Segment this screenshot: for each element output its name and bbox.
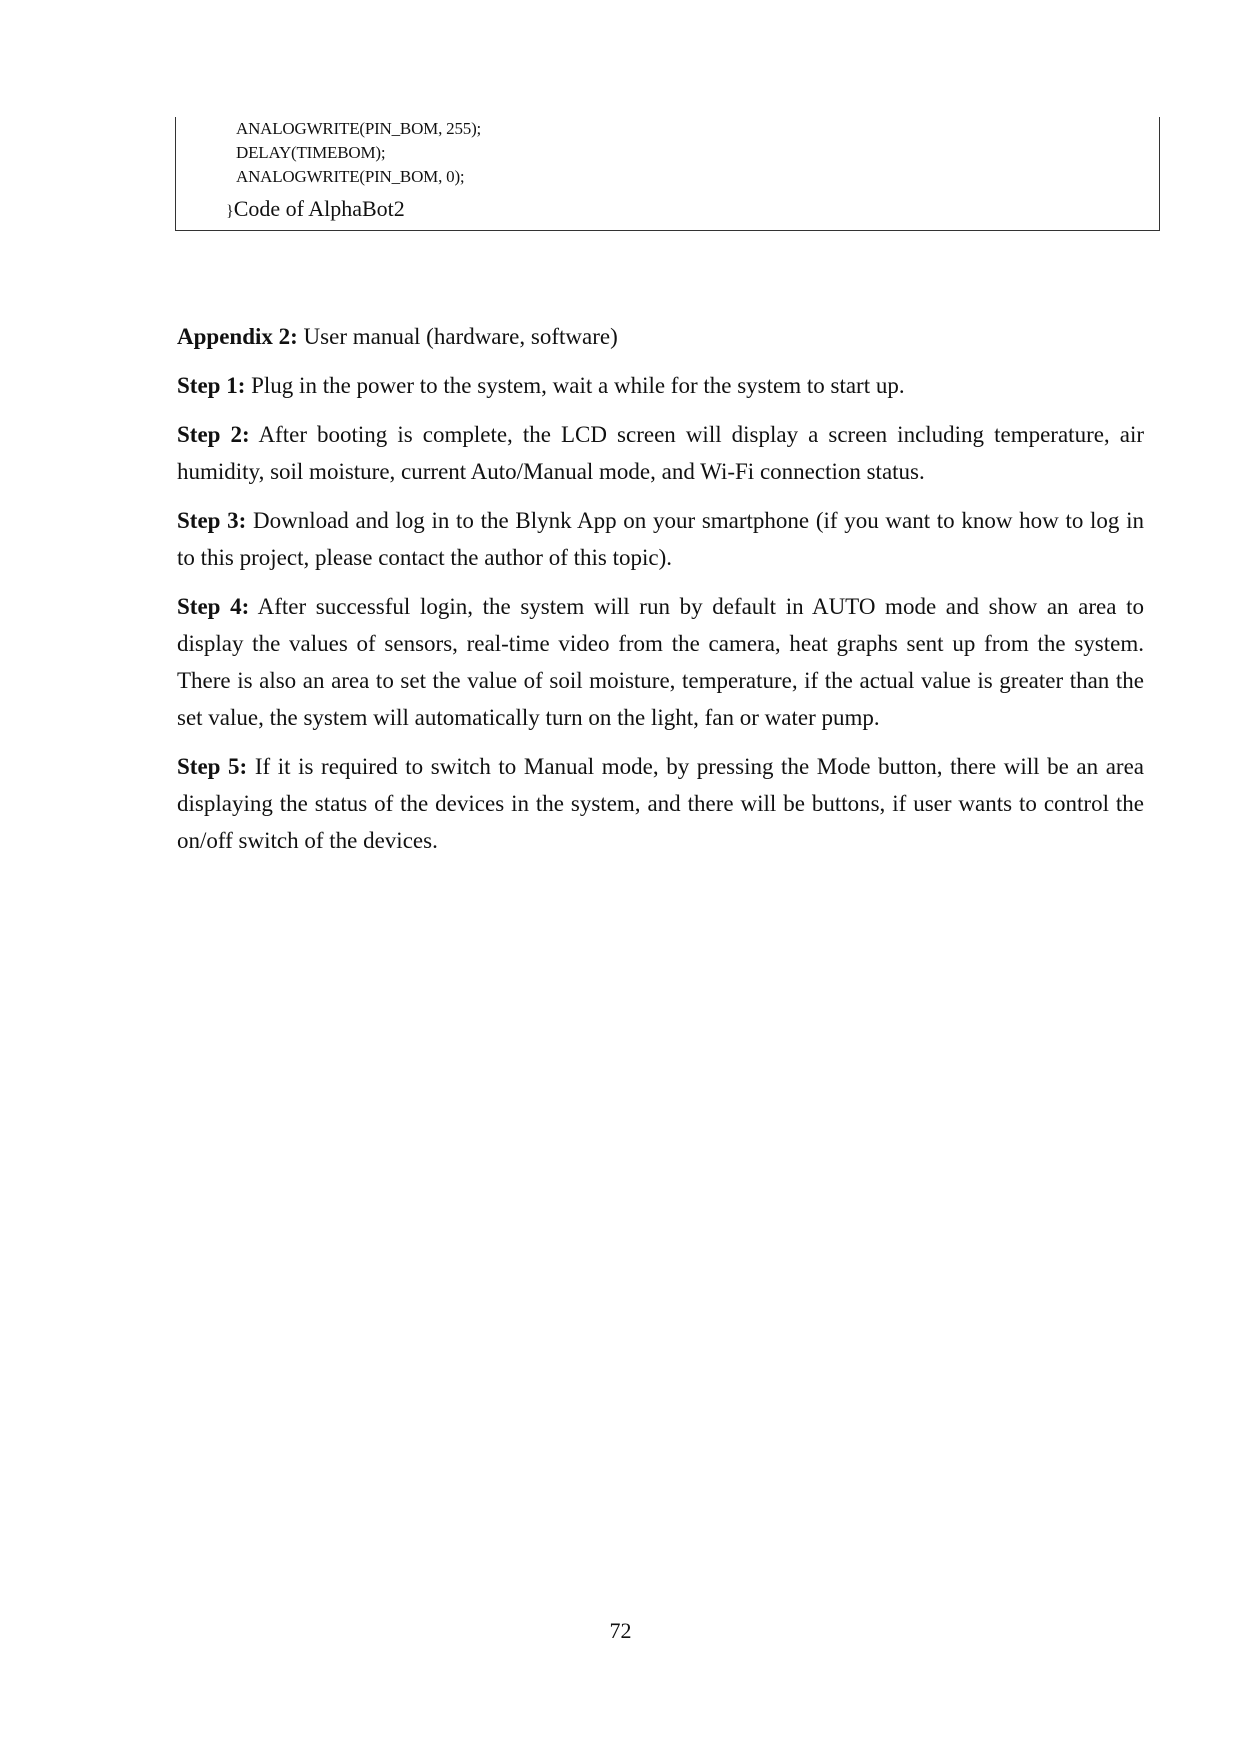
- step-2-text: After booting is complete, the LCD screen will display a screen including temperature, air humidity, soil moisture, current Auto/Manual mode, and Wi-Fi connection status.: [177, 422, 1144, 484]
- step-5-text: If it is required to switch to Manual mode, by pressing the Mode button, there will be an area displaying the status of the devices in the system, and there will be buttons, if user wants to control the on/off switch of the devices.: [177, 754, 1144, 853]
- step-2-label: Step 2:: [177, 422, 250, 447]
- code-block: [175, 117, 1160, 231]
- main-content: [177, 318, 1144, 871]
- code-caption: Code of AlphaBot2: [233, 196, 405, 221]
- step-3-text: Download and log in to the Blynk App on your smartphone (if you want to know how to log in to this project, please contact the author of this topic).: [177, 508, 1144, 570]
- code-line-2: DELAY(TIMEBOM);: [236, 143, 386, 162]
- appendix-subtitle: User manual (hardware, software): [297, 324, 618, 349]
- step-4-label: Step 4:: [177, 594, 250, 619]
- step-1-text: Plug in the power to the system, wait a while for the system to start up.: [245, 373, 905, 398]
- code-line-3: ANALOGWRITE(PIN_BOM, 0);: [236, 167, 465, 186]
- appendix-label: Appendix 2:: [177, 324, 298, 349]
- closing-brace: }: [226, 203, 234, 220]
- step-1-paragraph: [177, 367, 1144, 404]
- step-2-paragraph: [177, 416, 1144, 490]
- code-caption-line: [226, 196, 405, 225]
- step-5-paragraph: [177, 748, 1144, 859]
- step-4-paragraph: [177, 588, 1144, 736]
- code-line-1: ANALOGWRITE(PIN_BOM, 255);: [236, 119, 482, 138]
- step-5-label: Step 5:: [177, 754, 248, 779]
- appendix-heading: [177, 318, 1144, 355]
- step-3-label: Step 3:: [177, 508, 247, 533]
- page-number: 72: [609, 1618, 632, 1643]
- step-3-paragraph: [177, 502, 1144, 576]
- step-1-label: Step 1:: [177, 373, 246, 398]
- step-4-text: After successful login, the system will run by default in AUTO mode and show an area to display the values of sensors, real-time video from the camera, heat graphs sent up from the system. There is also an area to set the value of soil moisture, temperature, if the actual value is greater than the set value, the system will automatically turn on the light, fan or water pump.: [177, 594, 1144, 730]
